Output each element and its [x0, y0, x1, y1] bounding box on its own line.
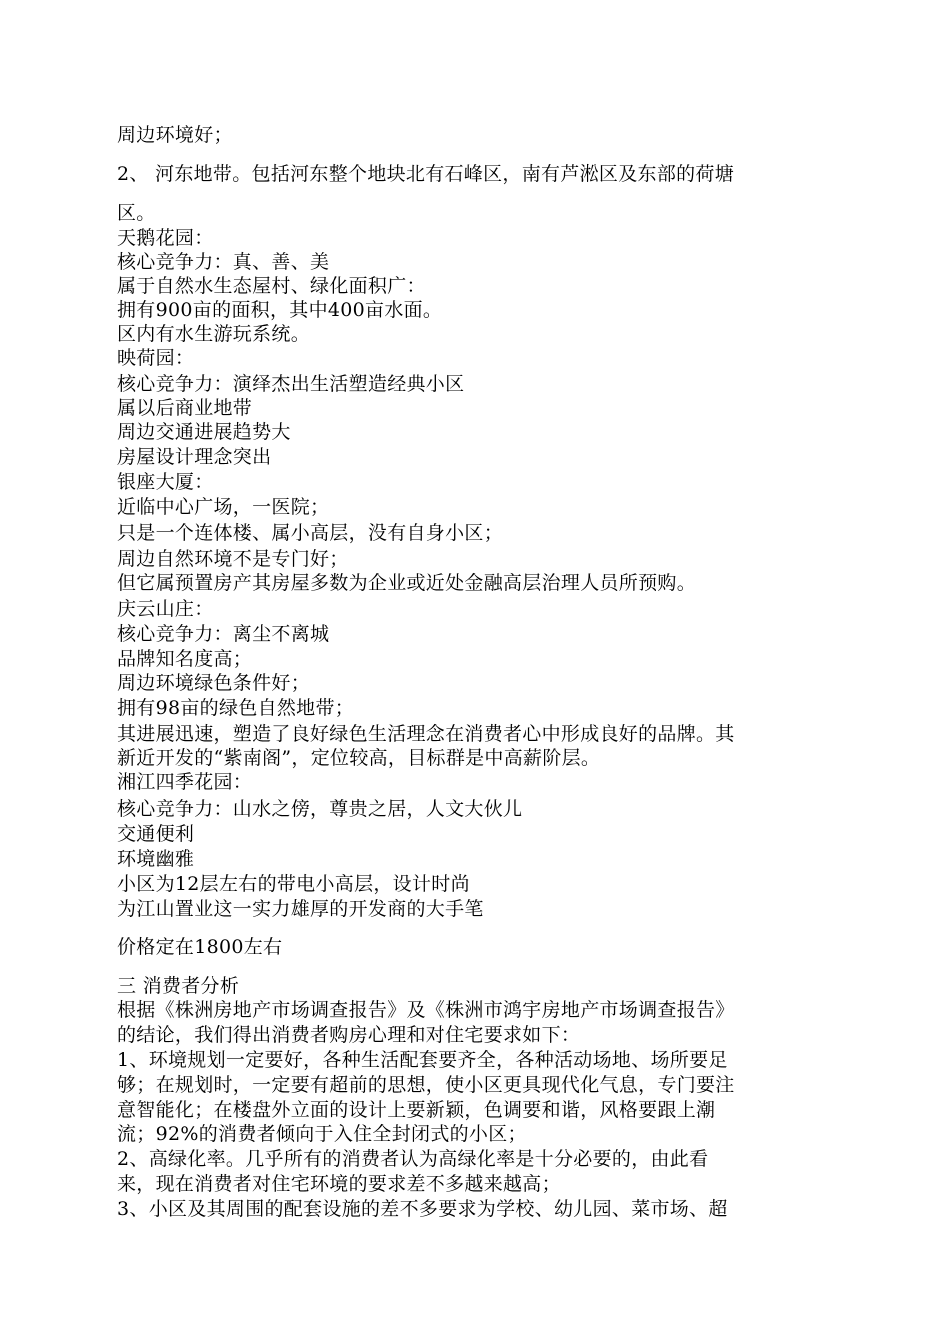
- text-line: 核心竞争力：演绎杰出生活塑造经典小区: [117, 373, 465, 395]
- text-line: 新近开发的“紫南阁”，定位较高，目标群是中高薪阶层。: [117, 747, 601, 769]
- text-line: 环境幽雅: [117, 848, 195, 870]
- text-line: 的结论，我们得出消费者购房心理和对住宅要求如下：: [117, 1024, 581, 1046]
- text-line: 核心竞争力：离尘不离城: [117, 623, 330, 645]
- text-line: 价格定在1800左右: [117, 936, 283, 958]
- text-line: 拥有900亩的面积，其中400亩水面。: [117, 299, 443, 321]
- text-line: 只是一个连体楼、属小高层，没有自身小区；: [117, 522, 504, 544]
- text-line: 小区为12层左右的带电小高层，设计时尚: [117, 873, 470, 895]
- text-line: 区内有水生游玩系统。: [117, 323, 311, 345]
- text-line: 周边环境绿色条件好；: [117, 672, 311, 694]
- text-line: 周边交通进展趋势大: [117, 421, 291, 443]
- text-line: 近临中心广场，一医院；: [117, 496, 330, 518]
- text-line: 属于自然水生态屋村、绿化面积广：: [117, 275, 426, 297]
- text-line: 为江山置业这一实力雄厚的开发商的大手笔: [117, 898, 484, 920]
- text-line: 银座大厦：: [117, 471, 214, 493]
- text-line: 2、高绿化率。几乎所有的消费者认为高绿化率是十分必要的，由此看: [117, 1148, 709, 1170]
- text-line: 区。: [117, 202, 156, 224]
- text-line: 其进展迅速，塑造了良好绿色生活理念在消费者心中形成良好的品牌。其: [117, 723, 735, 745]
- text-line: 属以后商业地带: [117, 397, 253, 419]
- text-line: 天鹅花园：: [117, 227, 214, 249]
- text-line: 够；在规划时，一定要有超前的思想，使小区更具现代化气息，专门要注: [117, 1074, 735, 1096]
- text-line: 拥有98亩的绿色自然地带；: [117, 697, 355, 719]
- text-line: 庆云山庄：: [117, 598, 214, 620]
- text-line: 流；92%的消费者倾向于入住全封闭式的小区；: [117, 1123, 527, 1145]
- text-line: 湘江四季花园：: [117, 771, 253, 793]
- text-line: 映荷园：: [117, 347, 195, 369]
- section-heading: 三 消费者分析: [117, 975, 240, 997]
- text-line: 交通便利: [117, 823, 195, 845]
- text-line: 1、环境规划一定要好，各种生活配套要齐全，各种活动场地、场所要足: [117, 1049, 728, 1071]
- text-line: 核心竞争力：山水之傍，尊贵之居，人文大伙儿: [117, 798, 523, 820]
- text-line: 周边自然环境不是专门好；: [117, 548, 349, 570]
- text-line: 但它属预置房产其房屋多数为企业或近处金融高层治理人员所预购。: [117, 572, 697, 594]
- text-line: 来，现在消费者对住宅环境的要求差不多越来越高；: [117, 1173, 561, 1195]
- text-line: 房屋设计理念突出: [117, 446, 272, 468]
- text-line: 意智能化；在楼盘外立面的设计上要新颖，色调要和谐，风格要跟上潮: [117, 1099, 716, 1121]
- text-line: 核心竞争力：真、善、美: [117, 251, 330, 273]
- text-line: 周边环境好；: [117, 124, 233, 146]
- text-line: 3、小区及其周围的配套设施的差不多要求为学校、幼儿园、菜市场、超: [117, 1198, 728, 1220]
- text-line: 根据《株洲房地产市场调查报告》及《株洲市鸿宇房地产市场调查报告》: [117, 999, 735, 1021]
- text-line: 2、 河东地带。包括河东整个地块北有石峰区，南有芦淞区及东部的荷塘: [117, 163, 735, 185]
- text-line: 品牌知名度高；: [117, 648, 253, 670]
